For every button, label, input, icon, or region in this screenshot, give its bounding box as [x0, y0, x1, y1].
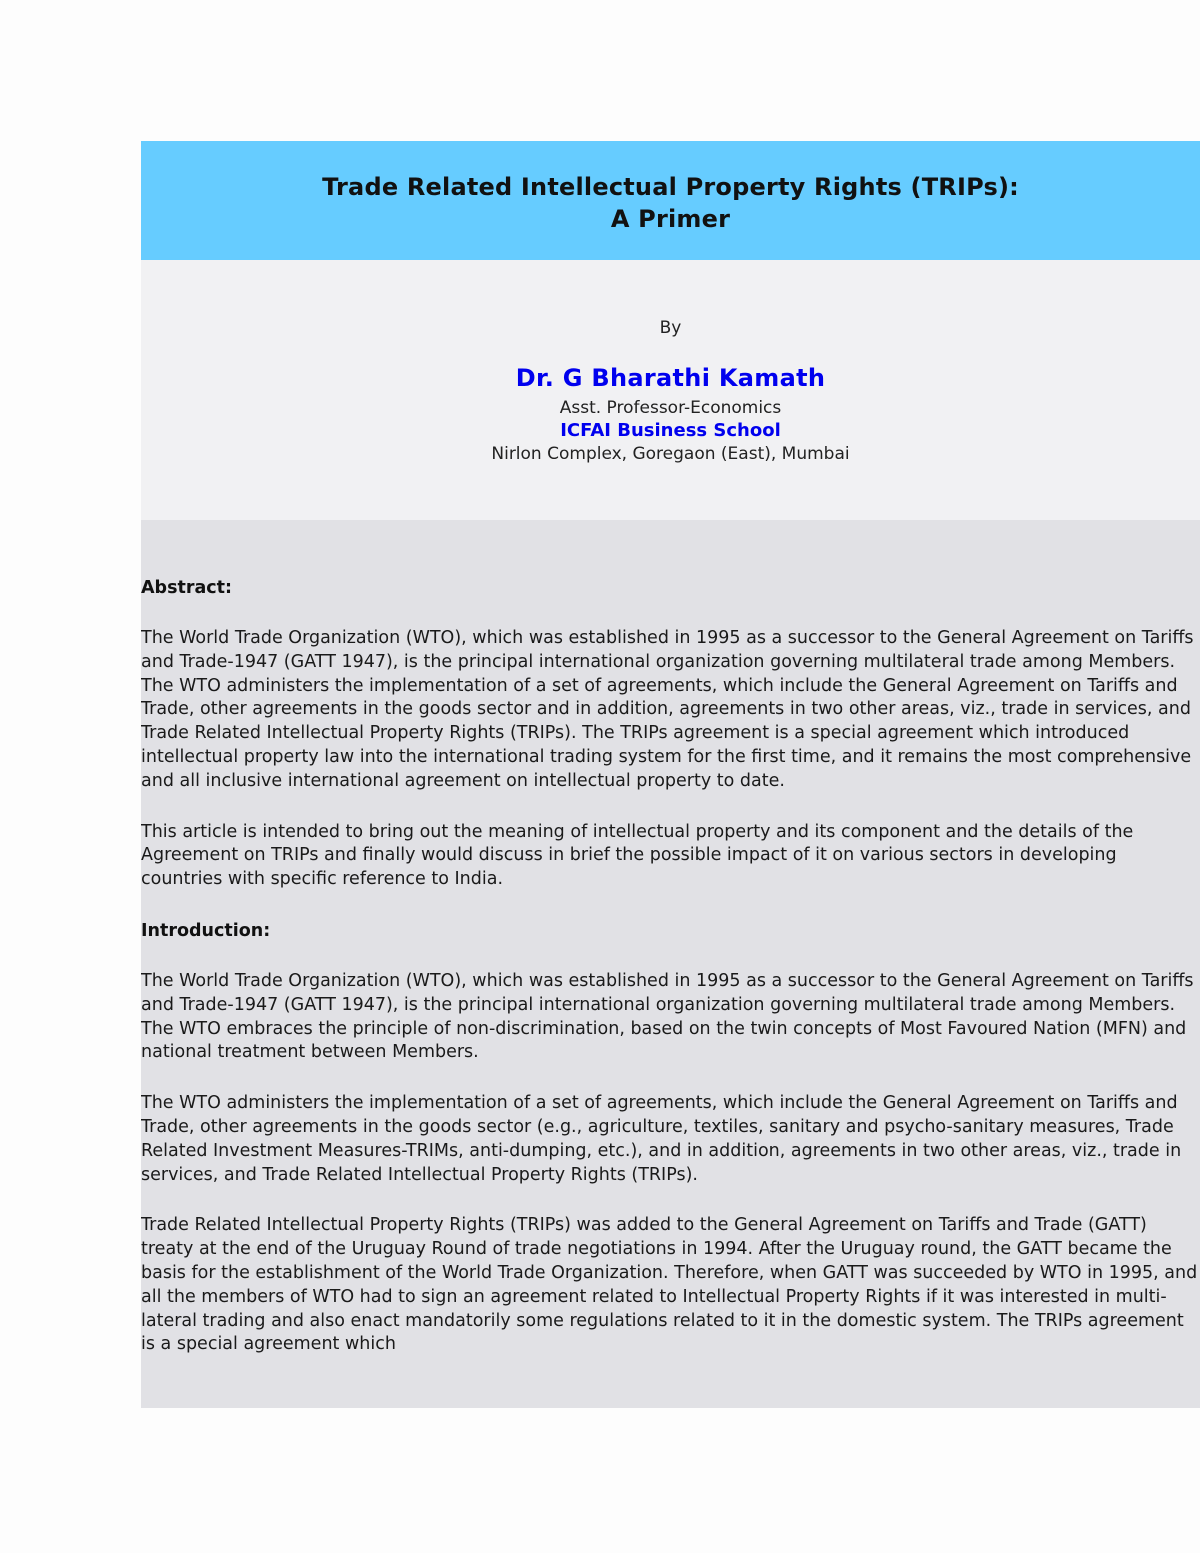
introduction-paragraph: Trade Related Intellectual Property Rights (TRIPs) was added to the General Agreement on Tariffs and Trade (GATT) treaty at the end of the Uruguay Round of trade negotiations in 1994. After the Uruguay round, the GATT became the basis for the establishment of the World Trade Organization. Therefore, when GATT was succeeded by WTO in 1995, and all the members of WTO had to sign an agreement related to Intellectual Property Rights if it was interested in multi-lateral trading and also enact mandatorily some regulations related to it in the domestic system. The TRIPs agreement is a special agreement which [141, 1215, 1198, 1355]
content-area [141, 520, 1200, 1408]
author-institution: ICFAI Business School [560, 420, 781, 441]
introduction-heading: Introduction: [141, 920, 271, 941]
title-banner [141, 141, 1200, 260]
by-label: By [659, 318, 682, 338]
author-block [141, 260, 1200, 520]
abstract-heading: Abstract: [141, 578, 233, 598]
abstract-paragraph: This article is intended to bring out the meaning of intellectual property and its component and the details of the Agreement on TRIPs and finally would discuss in brief the possible impact of it on various sectors in developing countries with specific reference to India. [141, 821, 1134, 890]
title-line-2: A Primer [610, 205, 731, 233]
introduction-paragraph: The World Trade Organization (WTO), which was established in 1995 as a successor to the General Agreement on Tariffs and Trade-1947 (GATT 1947), is the principal international organization governing multilateral trade among Members. The WTO embraces the principle of non-discrimination, based on the twin concepts of Most Favoured Nation (MFN) and national treatment between Members. [141, 970, 1194, 1063]
document-title [141, 171, 1200, 235]
author-name: Dr. G Bharathi Kamath [515, 364, 826, 392]
introduction-paragraph: The WTO administers the implementation of a set of agreements, which include the General Agreement on Tariffs and Trade, other agreements in the goods sector (e.g., agriculture, textiles, sanitary and psycho-sanitary measures, Trade Related Investment Measures-TRIMs, anti-dumping, etc.), and in addition, agreements in two other areas, viz., trade in services, and Trade Related Intellectual Property Rights (TRIPs). [141, 1093, 1182, 1185]
title-line-1: Trade Related Intellectual Property Rights (TRIPs): [322, 173, 1019, 201]
abstract-paragraph: The World Trade Organization (WTO), which was established in 1995 as a successor to the General Agreement on Tariffs and Trade-1947 (GATT 1947), is the principal international organization governing multilateral trade among Members. The WTO administers the implementation of a set of agreements, which include the General Agreement on Tariffs and Trade, other agreements in the goods sector and in addition, agreements in two other areas, viz., trade in services, and Trade Related Intellectual Property Rights (TRIPs). The TRIPs agreement is a special agreement which introduced intellectual property law into the international trading system for the first time, and it remains the most comprehensive and all inclusive international agreement on intellectual property to date. [141, 628, 1194, 791]
author-designation: Asst. Professor-Economics [559, 398, 782, 418]
author-address: Nirlon Complex, Goregaon (East), Mumbai [491, 444, 850, 464]
article-body [141, 576, 1200, 1384]
